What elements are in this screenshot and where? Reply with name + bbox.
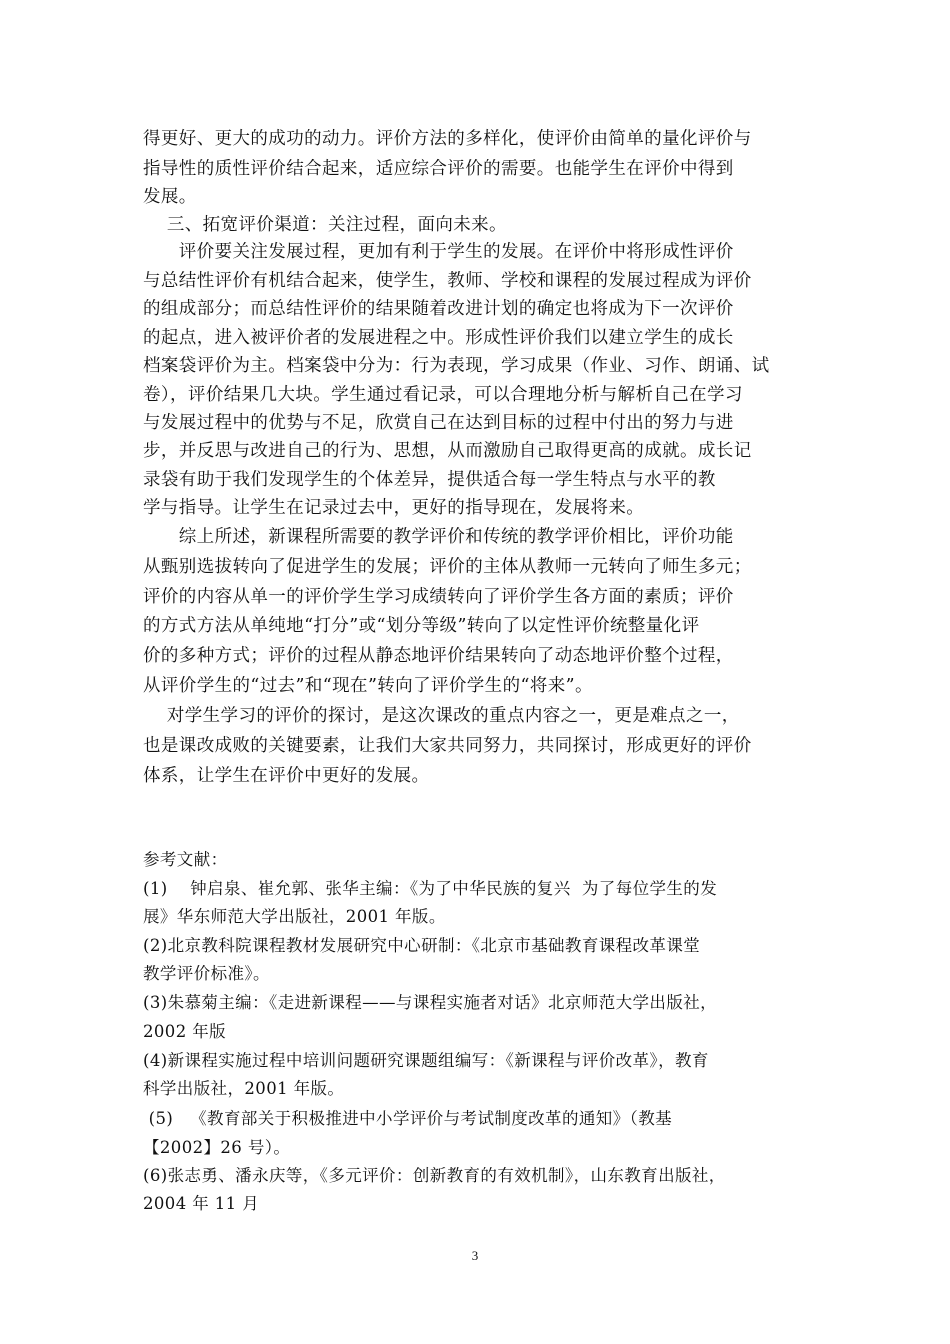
reference-line: (4)新课程实施过程中培训问题研究课题组编写：《新课程与评价改革》，教育 [143,1051,709,1070]
body-line: 与发展过程中的优势与不足，欣赏自己在达到目标的过程中付出的努力与进 [143,413,734,433]
body-line: 评价要关注发展过程，更加有利于学生的发展。在评价中将形成性评价 [143,242,734,262]
reference-line: 科学出版社，2001 年版。 [143,1079,345,1098]
body-line: 指导性的质性评价结合起来，适应综合评价的需要。也能学生在评价中得到 [143,159,734,179]
body-line: 的起点，进入被评价者的发展进程之中。形成性评价我们以建立学生的成长 [143,328,734,348]
reference-line: 【2002】26 号）。 [143,1138,291,1157]
reference-line: 教学评价标准》。 [143,964,270,983]
reference-line: (1) 钟启泉、崔允郭、张华主编：《为了中华民族的复兴 为了每位学生的发 [143,879,718,898]
body-line: 对学生学习的评价的探讨，是这次课改的重点内容之一，更是难点之一， [143,706,740,726]
body-line: 发展。 [143,187,197,207]
body-line: 与总结性评价有机结合起来，使学生，教师、学校和课程的发展过程成为评价 [143,271,752,291]
body-line: 从甄别选拔转向了促进学生的发展；评价的主体从教师一元转向了师生多元； [143,557,752,577]
body-line: 卷），评价结果几大块。学生通过看记录，可以合理地分析与解析自己在学习 [143,385,743,405]
body-line: 三、拓宽评价渠道：关注过程，面向未来。 [143,215,507,235]
body-line: 价的多种方式；评价的过程从静态地评价结果转向了动态地评价整个过程， [143,646,734,666]
reference-line: (2)北京教科院课程教材发展研究中心研制：《北京市基础教育课程改革课堂 [143,936,701,955]
body-line: 得更好、更大的成功的动力。评价方法的多样化，使评价由简单的量化评价与 [143,129,752,149]
body-line: 综上所述，新课程所需要的教学评价和传统的教学评价相比，评价功能 [143,527,734,547]
body-line: 录袋有助于我们发现学生的个体差异，提供适合每一学生特点与水平的教 [143,470,716,490]
reference-line: (3)朱慕菊主编：《走进新课程——与课程实施者对话》北京师范大学出版社， [143,993,718,1012]
reference-line: 展》华东师范大学出版社，2001 年版。 [143,907,446,926]
body-line: 档案袋评价为主。档案袋中分为：行为表现，学习成果（作业、习作、朗诵、试 [143,356,770,376]
reference-line: 2004 年 11 月 [143,1194,260,1213]
body-line: 学与指导。让学生在记录过去中，更好的指导现在，发展将来。 [143,498,645,518]
page-number: 3 [471,1248,479,1263]
body-line: 评价的内容从单一的评价学生学习成绩转向了评价学生各方面的素质；评价 [143,587,734,607]
body-line: 体系，让学生在评价中更好的发展。 [143,766,430,786]
reference-line: (5) 《教育部关于积极推进中小学评价与考试制度改革的通知》（教基 [143,1109,673,1128]
body-line: 的组成部分；而总结性评价的结果随着改进计划的确定也将成为下一次评价 [143,299,734,319]
body-line: 从评价学生的“过去”和“现在”转向了评价学生的“将来”。 [143,676,593,696]
reference-line: 2002 年版 [143,1022,227,1041]
references-heading: 参考文献： [143,850,228,869]
reference-line: (6)张志勇、潘永庆等，《多元评价：创新教育的有效机制》，山东教育出版社， [143,1166,726,1185]
body-line: 也是课改成败的关键要素，让我们大家共同努力，共同探讨，形成更好的评价 [143,736,752,756]
body-line: 的方式方法从单纯地“打分”或“划分等级”转向了以定性评价统整量化评 [143,616,700,636]
body-line: 步，并反思与改进自己的行为、思想，从而激励自己取得更高的成就。成长记 [143,441,752,461]
